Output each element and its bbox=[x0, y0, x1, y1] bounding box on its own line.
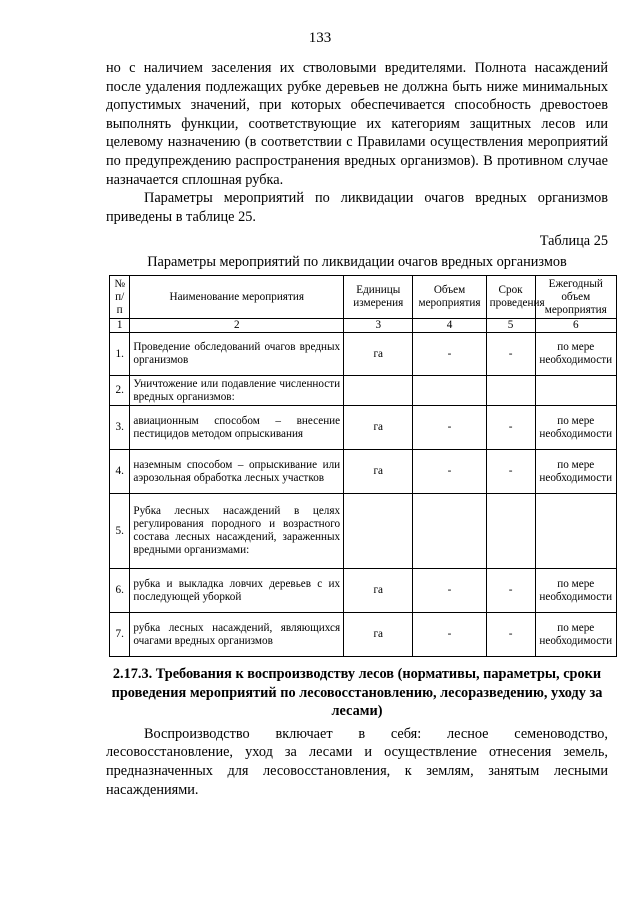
page-content bbox=[106, 59, 613, 799]
row-name: Рубка лесных насаждений в целях регулирования породного и возрастного состава лесных насаждений, зараженных вредными организмами: bbox=[130, 494, 344, 569]
row-number: 5. bbox=[110, 494, 130, 569]
row-annual: по мере необходимости bbox=[535, 569, 616, 613]
row-number: 6. bbox=[110, 569, 130, 613]
row-term: - bbox=[486, 333, 535, 376]
row-term: - bbox=[486, 450, 535, 494]
header-name: Наименование мероприятия bbox=[130, 276, 344, 319]
row-number: 2. bbox=[110, 376, 130, 406]
intro-paragraph: но с наличием заселения их стволовыми вредителями. Полнота насаждений после удаления подлежащих рубке деревьев не должна быть ниже минимальных допустимых значений, при которых обеспечивается способность древостоев выполнять функции, соответствующие их категориям защитных лесов или целевому назначению (в соответствии с Правилами осуществления мероприятий по предупреждению распространения вредных организмов). В противном случае назначается сплошная рубка. bbox=[106, 60, 608, 188]
row-unit: га bbox=[344, 450, 413, 494]
row-volume bbox=[413, 494, 486, 569]
row-term bbox=[486, 494, 535, 569]
final-paragraph: Воспроизводство включает в себя: лесное семеноводство, лесовосстановление, уход за лесами и осуществление отнесения земель, предназначенных для лесовосстановления, к землям, занятым лесными насаждениями. bbox=[106, 725, 608, 798]
header-volume: Объем мероприятия bbox=[413, 276, 486, 319]
table-row bbox=[110, 494, 617, 569]
row-term: - bbox=[486, 569, 535, 613]
row-annual: по мере необходимости bbox=[535, 333, 616, 376]
row-unit: га bbox=[344, 613, 413, 657]
row-unit bbox=[344, 376, 413, 406]
row-number: 3. bbox=[110, 406, 130, 450]
row-volume: - bbox=[413, 406, 486, 450]
column-number: 5 bbox=[486, 319, 535, 333]
row-name: Проведение обследований очагов вредных организмов bbox=[130, 333, 344, 376]
row-volume: - bbox=[413, 569, 486, 613]
column-number-row bbox=[110, 319, 617, 333]
row-name: наземным способом – опрыскивание или аэрозольная обработка лесных участков bbox=[130, 450, 344, 494]
row-annual: по мере необходимости bbox=[535, 613, 616, 657]
row-name: авиационным способом – внесение пестицидов методом опрыскивания bbox=[130, 406, 344, 450]
row-annual bbox=[535, 494, 616, 569]
column-number: 1 bbox=[110, 319, 130, 333]
column-number: 4 bbox=[413, 319, 486, 333]
row-volume: - bbox=[413, 613, 486, 657]
row-number: 1. bbox=[110, 333, 130, 376]
header-unit: Единицы измерения bbox=[344, 276, 413, 319]
row-volume: - bbox=[413, 450, 486, 494]
row-volume: - bbox=[413, 333, 486, 376]
header-number: № п/п bbox=[110, 276, 130, 319]
row-term: - bbox=[486, 406, 535, 450]
column-number: 3 bbox=[344, 319, 413, 333]
row-number: 4. bbox=[110, 450, 130, 494]
measures-table bbox=[109, 275, 617, 657]
table-row bbox=[110, 613, 617, 657]
row-number: 7. bbox=[110, 613, 130, 657]
table-row bbox=[110, 450, 617, 494]
row-unit: га bbox=[344, 406, 413, 450]
row-annual: по мере необходимости bbox=[535, 450, 616, 494]
column-number: 6 bbox=[535, 319, 616, 333]
row-name: Уничтожение или подавление численности вредных организмов: bbox=[130, 376, 344, 406]
row-unit bbox=[344, 494, 413, 569]
table-row bbox=[110, 376, 617, 406]
row-term: - bbox=[486, 613, 535, 657]
table-caption: Параметры мероприятий по ликвидации очагов вредных организмов bbox=[147, 254, 567, 271]
row-unit: га bbox=[344, 333, 413, 376]
table-label: Таблица 25 bbox=[539, 233, 608, 250]
header-term: Срок проведения bbox=[486, 276, 535, 319]
row-term bbox=[486, 376, 535, 406]
table-row bbox=[110, 406, 617, 450]
row-name: рубка лесных насаждений, являющихся очагами вредных организмов bbox=[130, 613, 344, 657]
row-annual bbox=[535, 376, 616, 406]
row-name: рубка и выкладка ловчих деревьев с их последующей уборкой bbox=[130, 569, 344, 613]
row-volume bbox=[413, 376, 486, 406]
table-header-row bbox=[110, 276, 617, 319]
table-row bbox=[110, 569, 617, 613]
row-unit: га bbox=[344, 569, 413, 613]
table-reference-paragraph: Параметры мероприятий по ликвидации очагов вредных организмов приведены в таблице 25. bbox=[106, 190, 608, 225]
column-number: 2 bbox=[130, 319, 344, 333]
section-title: 2.17.3. Требования к воспроизводству лесов (нормативы, параметры, сроки проведения мероприятий по лесовосстановлению, лесоразведению, уходу за лесами) bbox=[111, 666, 603, 720]
row-annual: по мере необходимости bbox=[535, 406, 616, 450]
page-number: 133 bbox=[308, 30, 332, 46]
header-annual: Ежегодный объем мероприятия bbox=[535, 276, 616, 319]
table-row bbox=[110, 333, 617, 376]
